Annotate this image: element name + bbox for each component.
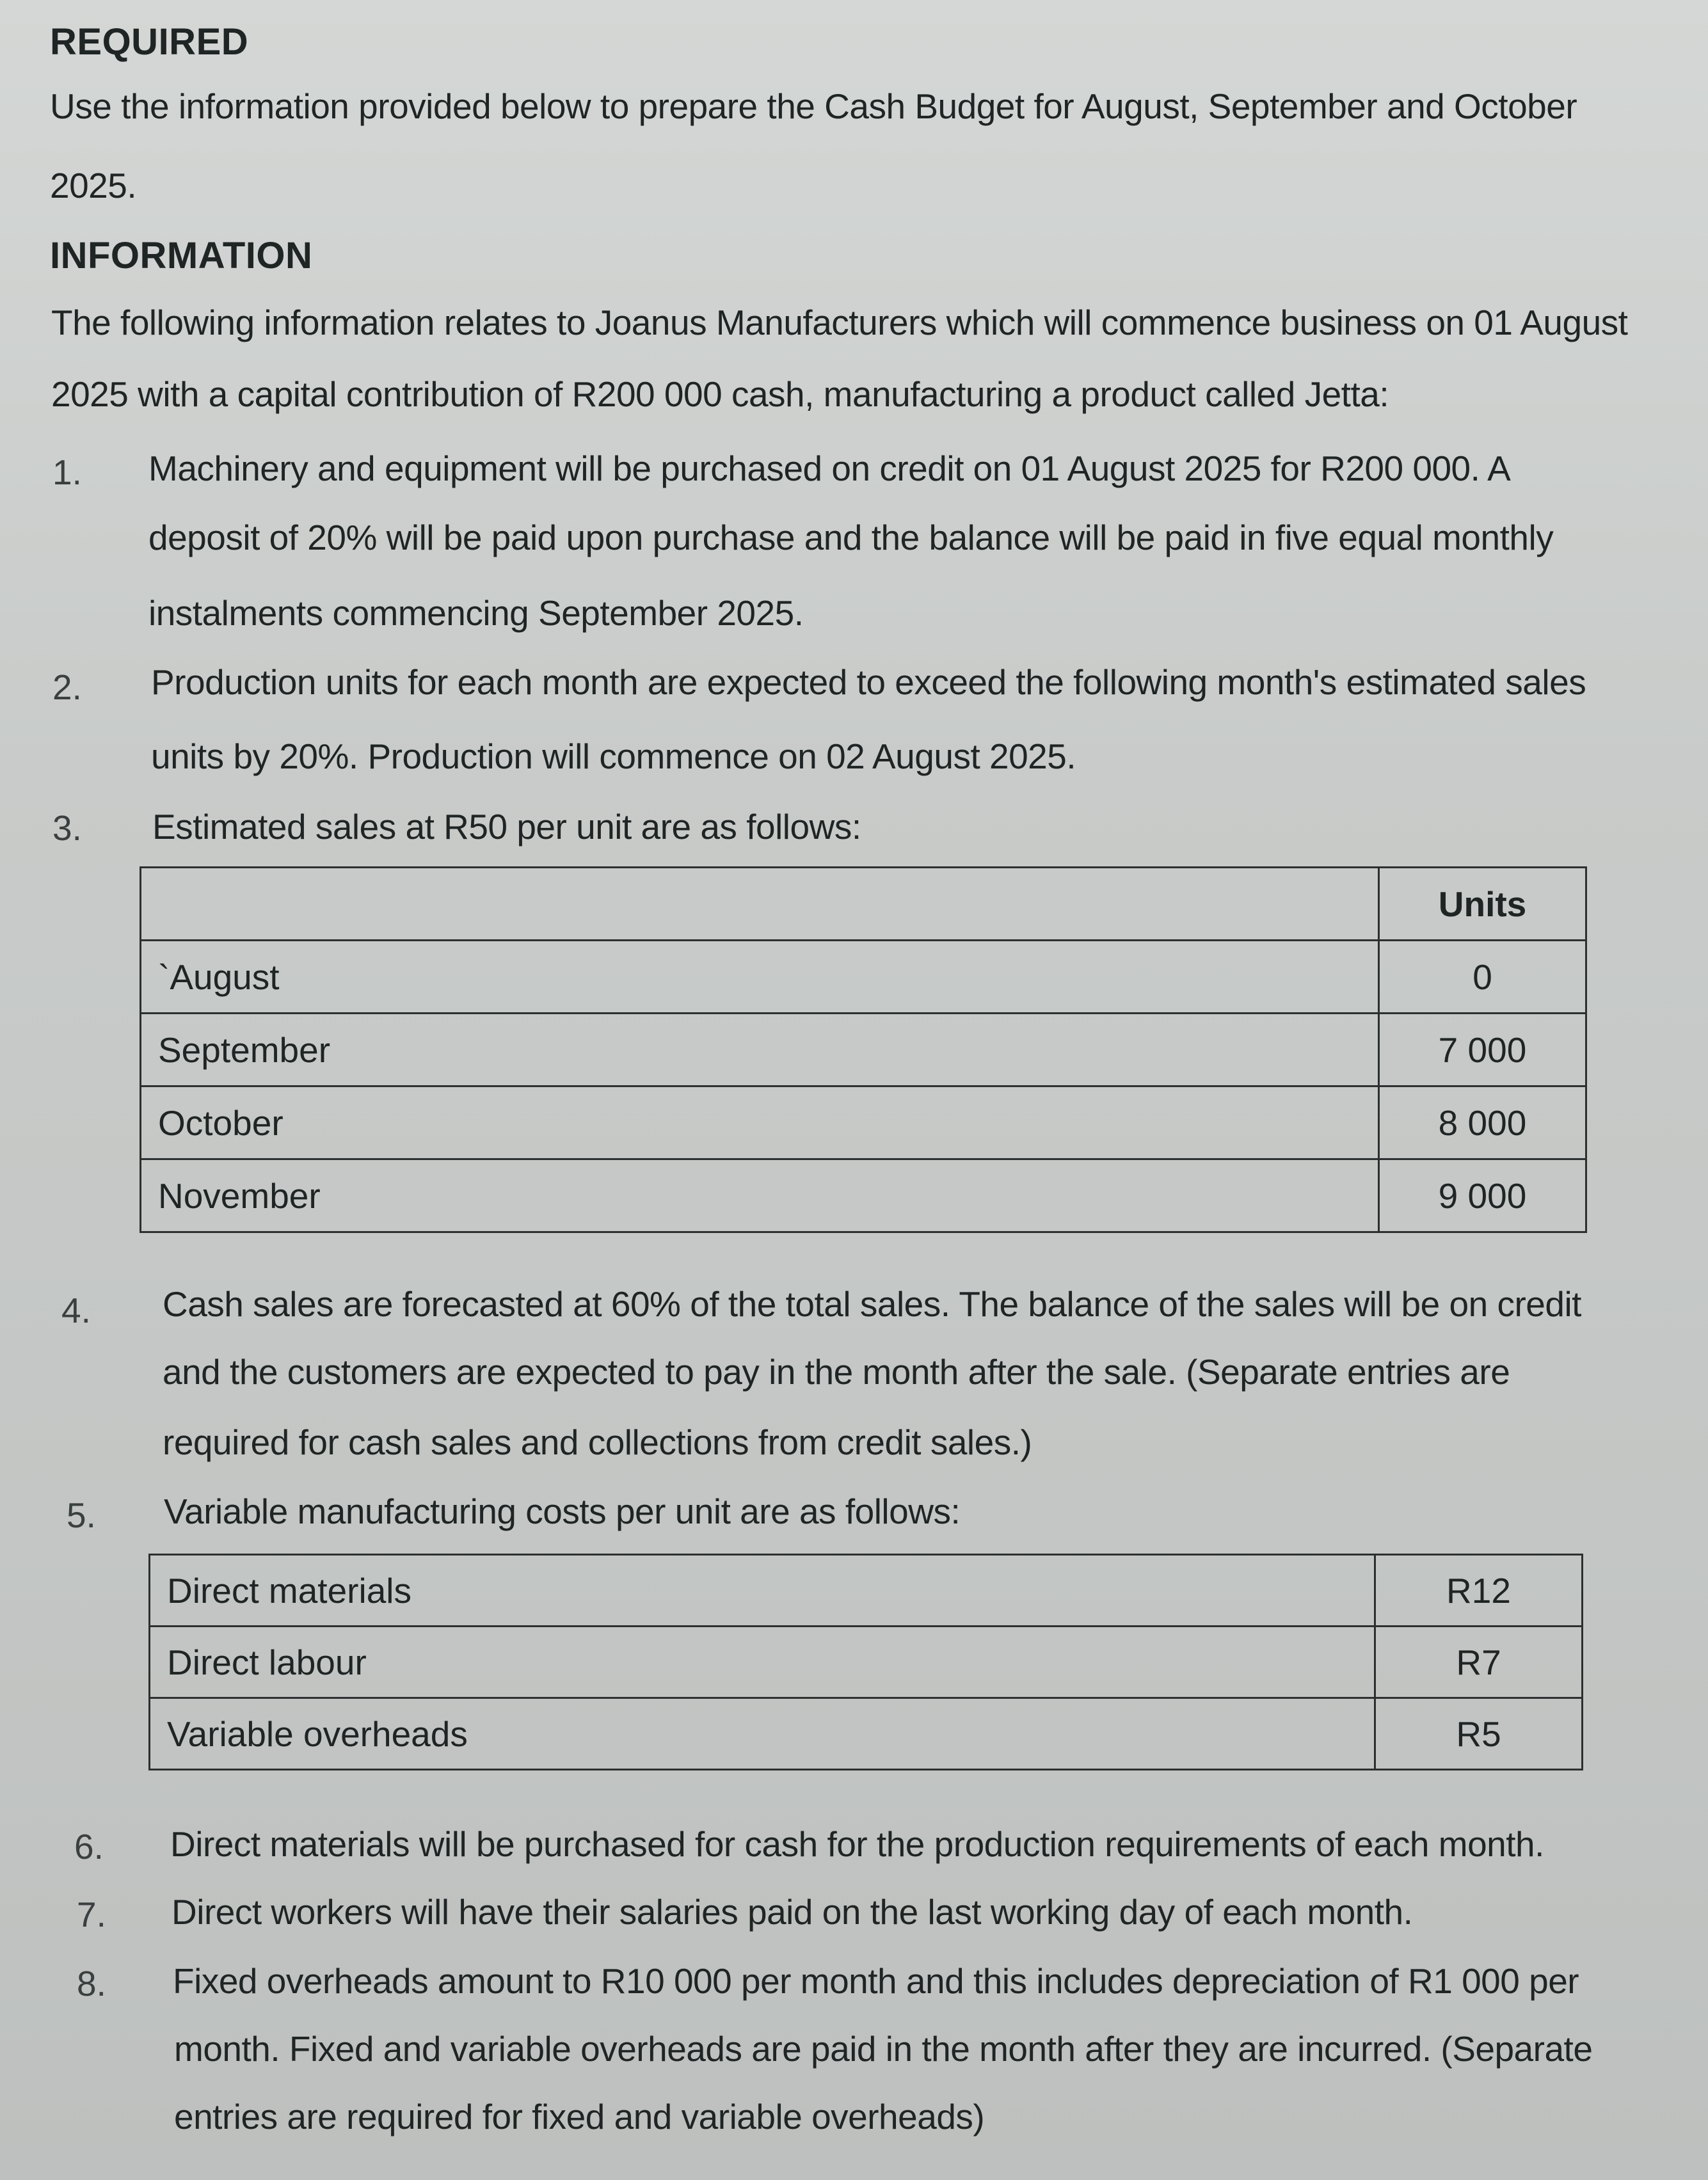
item-number: 6. bbox=[74, 1827, 104, 1866]
table-cell-empty bbox=[141, 868, 1379, 941]
cost-item-cell: Variable overheads bbox=[150, 1698, 1375, 1770]
units-cell: 0 bbox=[1379, 941, 1586, 1014]
month-cell: October bbox=[141, 1086, 1379, 1159]
cost-item-cell: Direct materials bbox=[150, 1555, 1375, 1627]
item-number: 2. bbox=[52, 667, 82, 707]
item-6-line-1: Direct materials will be purchased for cash for the production requirements of each month. bbox=[170, 1824, 1544, 1864]
table-row bbox=[150, 1627, 1583, 1698]
item-number: 3. bbox=[52, 808, 82, 848]
item-3-line-1: Estimated sales at R50 per unit are as follows: bbox=[152, 807, 861, 847]
table-row bbox=[141, 1159, 1586, 1232]
cost-value-cell: R12 bbox=[1375, 1555, 1583, 1627]
table-row bbox=[141, 868, 1586, 941]
item-1-line-3: instalments commencing September 2025. bbox=[148, 593, 804, 633]
information-text-line-1: The following information relates to Joanus Manufacturers which will commence business on 01 August bbox=[51, 303, 1628, 342]
table-row bbox=[141, 941, 1586, 1014]
month-cell: `August bbox=[141, 941, 1379, 1014]
item-7-line-1: Direct workers will have their salaries paid on the last working day of each month. bbox=[172, 1892, 1413, 1932]
units-cell: 7 000 bbox=[1379, 1014, 1586, 1086]
units-cell: 8 000 bbox=[1379, 1086, 1586, 1159]
cost-item-cell: Direct labour bbox=[150, 1627, 1375, 1698]
table-row bbox=[141, 1086, 1586, 1159]
item-8-line-1: Fixed overheads amount to R10 000 per month and this includes depreciation of R1 000 per bbox=[173, 1961, 1579, 2001]
item-number: 4. bbox=[61, 1291, 91, 1330]
item-4-line-2: and the customers are expected to pay in the month after the sale. (Separate entries are bbox=[163, 1352, 1510, 1392]
item-4-line-3: required for cash sales and collections from credit sales.) bbox=[163, 1422, 1032, 1462]
item-2-line-1: Production units for each month are expected to exceed the following month's estimated sales bbox=[151, 662, 1586, 702]
item-number: 5. bbox=[67, 1495, 96, 1535]
variable-costs-table bbox=[148, 1554, 1583, 1770]
month-cell: November bbox=[141, 1159, 1379, 1232]
item-5-line-1: Variable manufacturing costs per unit are as follows: bbox=[164, 1492, 961, 1531]
item-number: 7. bbox=[77, 1895, 106, 1934]
month-cell: September bbox=[141, 1014, 1379, 1086]
required-text-line-1: Use the information provided below to prepare the Cash Budget for August, September and October bbox=[50, 86, 1577, 126]
estimated-sales-table bbox=[140, 866, 1587, 1233]
item-2-line-2: units by 20%. Production will commence on 02 August 2025. bbox=[151, 736, 1076, 776]
table-row bbox=[150, 1698, 1583, 1770]
item-8-line-2: month. Fixed and variable overheads are paid in the month after they are incurred. (Separate bbox=[174, 2029, 1593, 2069]
item-1-line-1: Machinery and equipment will be purchased on credit on 01 August 2025 for R200 000. A bbox=[148, 449, 1511, 488]
required-heading: REQUIRED bbox=[50, 21, 249, 63]
cost-value-cell: R5 bbox=[1375, 1698, 1583, 1770]
item-number: 8. bbox=[77, 1964, 106, 2003]
item-number: 1. bbox=[52, 452, 82, 492]
table-row bbox=[141, 1014, 1586, 1086]
information-text-line-2: 2025 with a capital contribution of R200 000 cash, manufacturing a product called Jetta: bbox=[51, 374, 1389, 414]
table-row bbox=[150, 1555, 1583, 1627]
required-text-line-2: 2025. bbox=[50, 166, 137, 205]
cost-value-cell: R7 bbox=[1375, 1627, 1583, 1698]
item-8-line-3: entries are required for fixed and variable overheads) bbox=[174, 2097, 985, 2136]
units-column-header: Units bbox=[1379, 868, 1586, 941]
units-cell: 9 000 bbox=[1379, 1159, 1586, 1232]
information-heading: INFORMATION bbox=[50, 235, 313, 276]
item-1-line-2: deposit of 20% will be paid upon purchase and the balance will be paid in five equal monthly bbox=[148, 518, 1554, 557]
item-4-line-1: Cash sales are forecasted at 60% of the total sales. The balance of the sales will be on credit bbox=[163, 1284, 1581, 1324]
